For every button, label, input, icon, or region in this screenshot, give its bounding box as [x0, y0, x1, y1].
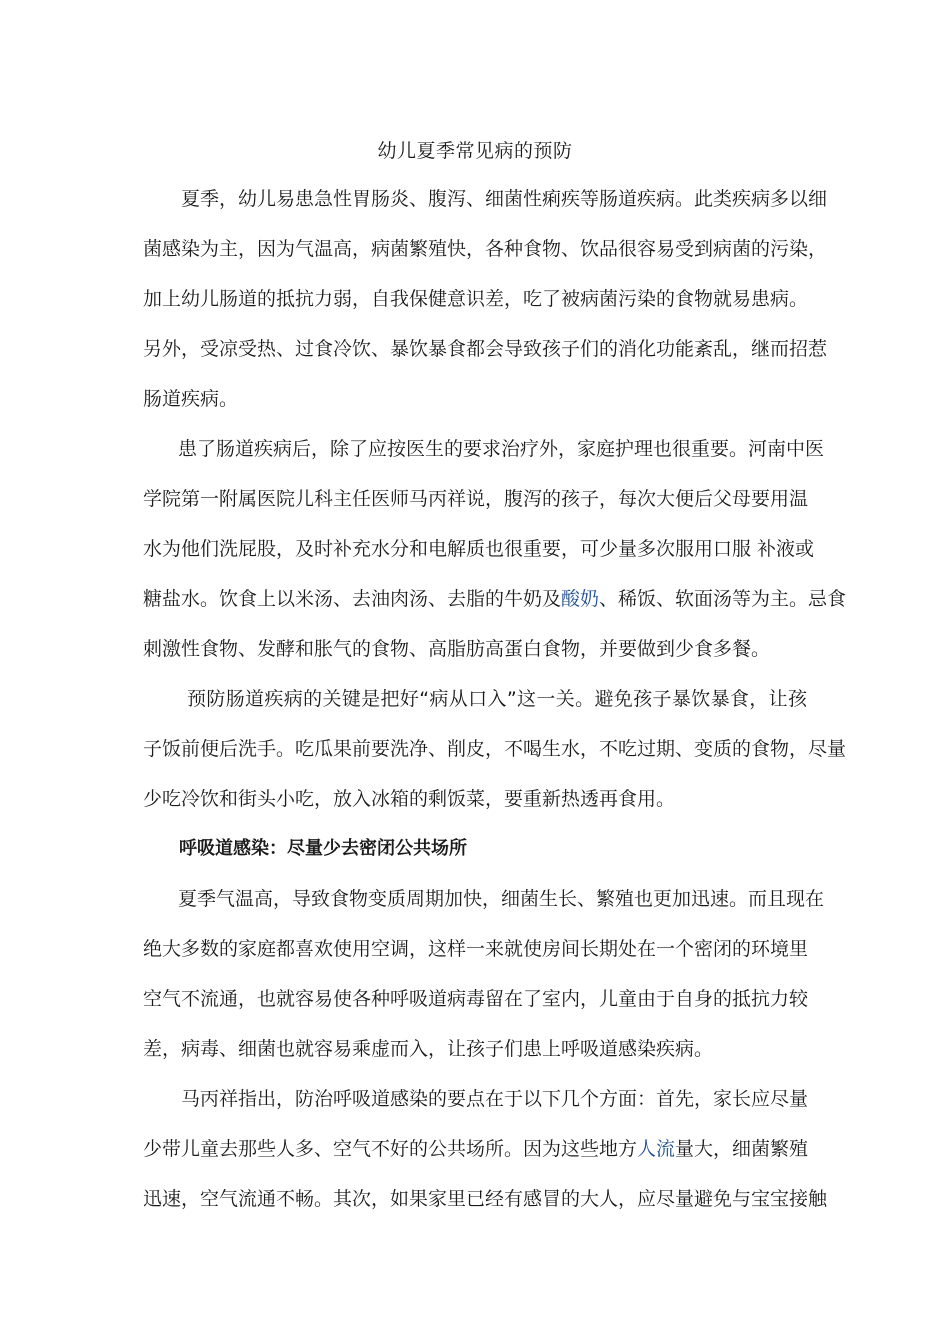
paragraph-line: 空气不流通，也就容易使各种呼吸道病毒留在了室内，儿童由于自身的抵抗力较 [143, 988, 809, 1010]
paragraph-line: 子饭前便后洗手。吃瓜果前要洗净、削皮，不喝生水，不吃过期、变质的食物，尽量 [143, 738, 847, 760]
text-span: 、稀饭、软面汤等为主。忌食 [599, 588, 847, 610]
paragraph-line: 肠道疾病。 [143, 388, 239, 410]
document-title: 幼儿夏季常见病的预防 [377, 140, 573, 162]
paragraph-line: 菌感染为主，因为气温高，病菌繁殖快，各种食物、饮品很容易受到病菌的污染， [143, 238, 828, 260]
paragraph-line: 水为他们洗屁股，及时补充水分和电解质也很重要，可少量多次服用口服 补液或 [143, 538, 815, 560]
crowd-flow-link[interactable]: 人流 [637, 1138, 676, 1160]
paragraph-line: 迅速，空气流通不畅。其次，如果家里已经有感冒的大人，应尽量避免与宝宝接触 [143, 1188, 828, 1210]
paragraph-line: 预防肠道疾病的关键是把好“病从口入”这一关。避免孩子暴饮暴食，让孩 [187, 688, 807, 710]
paragraph-line: 刺激性食物、发酵和胀气的食物、高脂肪高蛋白食物，并要做到少食多餐。 [143, 638, 771, 660]
paragraph-line: 学院第一附属医院儿科主任医师马丙祥说，腹泻的孩子，每次大便后父母要用温 [143, 488, 809, 510]
yogurt-link[interactable]: 酸奶 [561, 588, 600, 610]
section-heading: 呼吸道感染：尽量少去密闭公共场所 [179, 838, 467, 859]
paragraph-line: 夏季，幼儿易患急性胃肠炎、腹泻、细菌性痢疾等肠道疾病。此类疾病多以细 [181, 188, 828, 210]
paragraph-line: 患了肠道疾病后，除了应按医生的要求治疗外，家庭护理也很重要。河南中医 [178, 438, 825, 460]
paragraph-line: 少吃冷饮和街头小吃，放入冰箱的剩饭菜，要重新热透再食用。 [143, 788, 676, 810]
paragraph-line: 另外，受凉受热、过食冷饮、暴饮暴食都会导致孩子们的消化功能紊乱，继而招惹 [143, 338, 828, 360]
text-span: 糖盐水。饮食上以米汤、去油肉汤、去脂的牛奶及 [143, 588, 562, 610]
paragraph-line: 差，病毒、细菌也就容易乘虚而入，让孩子们患上呼吸道感染疾病。 [143, 1038, 714, 1060]
paragraph-line: 夏季气温高，导致食物变质周期加快，细菌生长、繁殖也更加迅速。而且现在 [178, 888, 825, 910]
paragraph-line: 绝大多数的家庭都喜欢使用空调，这样一来就使房间长期处在一个密闭的环境里 [143, 938, 809, 960]
paragraph-line: 加上幼儿肠道的抵抗力弱，自我保健意识差，吃了被病菌污染的食物就易患病。 [143, 288, 809, 310]
paragraph-line [143, 1136, 807, 1162]
text-span: 少带儿童去那些人多、空气不好的公共场所。因为这些地方 [143, 1138, 638, 1160]
text-span: 量大，细菌繁殖 [675, 1138, 809, 1160]
paragraph-line: 马丙祥指出，防治呼吸道感染的要点在于以下几个方面：首先，家长应尽量 [181, 1088, 809, 1110]
paragraph-line [143, 586, 847, 612]
